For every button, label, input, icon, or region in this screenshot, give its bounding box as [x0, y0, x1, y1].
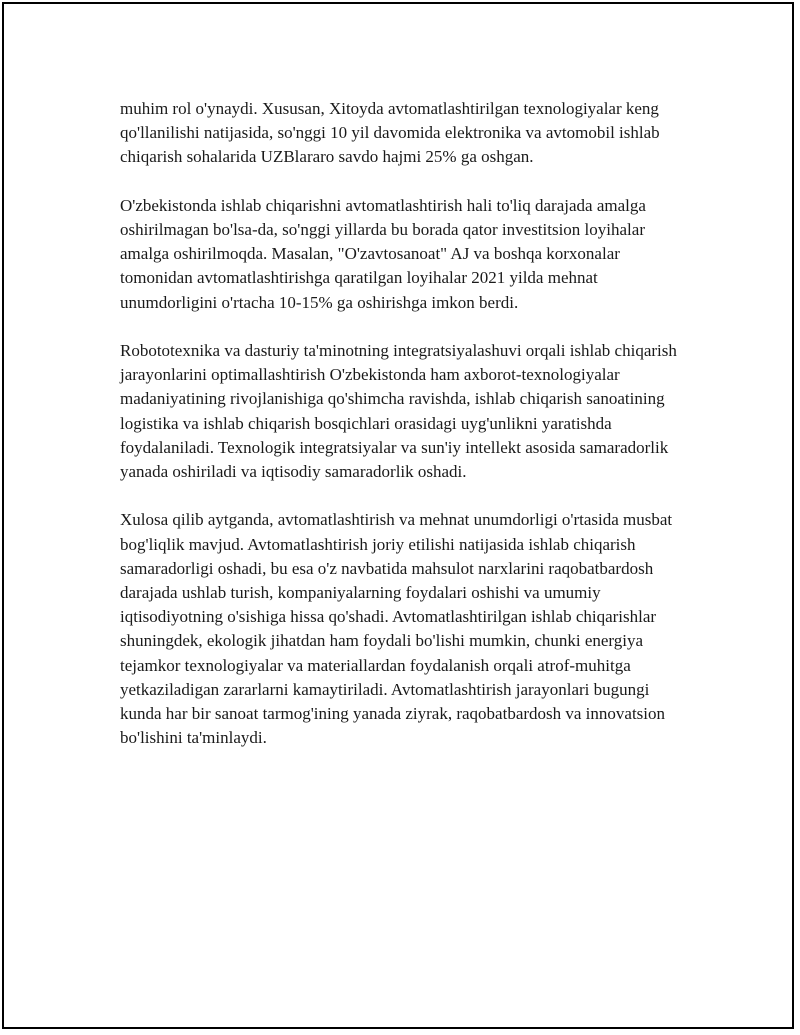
paragraph-1: muhim rol o'ynaydi. Xususan, Xitoyda avtomatlashtirilgan texnologiyalar keng qo'llanilishi natijasida, so'nggi 10 yil davomida elektronika va avtomobil ishlab chiqarish sohalarida UZBlararo savdo hajmi 25% ga oshgan. — [120, 99, 660, 167]
paragraph-2: O'zbekistonda ishlab chiqarishni avtomatlashtirish hali to'liq darajada amalga oshirilmagan bo'lsa-da, so'nggi yillarda bu borada qator investitsion loyihalar amalga oshirilmoqda. Masalan, "O'zavtosanoat" AJ va boshqa korxonalar tomonidan avtomatlashtirishga qaratilgan loyihalar 2021 yilda mehnat unumdorligini o'rtacha 10-15% ga oshirishga imkon berdi. — [120, 195, 646, 312]
document-page — [2, 2, 794, 1029]
document-body — [120, 97, 686, 775]
paragraph-4: Xulosa qilib aytganda, avtomatlashtirish va mehnat unumdorligi o'rtasida musbat bog'liqlik mavjud. Avtomatlashtirish joriy etilishi natijasida ishlab chiqarish samaradorligi oshadi, bu esa o'z navbatida mahsulot narxlarini raqobatbardosh darajada ushlab turish, kompaniyalarning foydalari oshishi va umumiy iqtisodiyotning o'sishiga hissa qo'shadi. Avtomatlashtirilgan ishlab chiqarishlar shuningdek, ekologik jihatdan ham foydali bo'lishi mumkin, chunki energiya tejamkor texnologiyalar va materiallardan foydalanish orqali atrof-muhitga yetkaziladigan zararlarni kamaytiriladi. Avtomatlashtirish jarayonlari bugungi kunda har bir sanoat tarmog'ining yanada ziyrak, raqobatbardosh va innovatsion bo'lishini ta'minlaydi. — [120, 510, 673, 748]
paragraph-3: Robototexnika va dasturiy ta'minotning integratsiyalashuvi orqali ishlab chiqarish jarayonlarini optimallashtirish O'zbekistonda ham axborot-texnologiyalar madaniyatining rivojlanishiga qo'shimcha ravishda, ishlab chiqarish sanoatining logistika va ishlab chiqarish bosqichlari orasidagi uyg'unlikni yaratishda foydalaniladi. Texnologik integratsiyalar va sun'iy intellekt asosida samaradorlik yanada oshiriladi va iqtisodiy samaradorlik oshadi. — [120, 341, 677, 482]
